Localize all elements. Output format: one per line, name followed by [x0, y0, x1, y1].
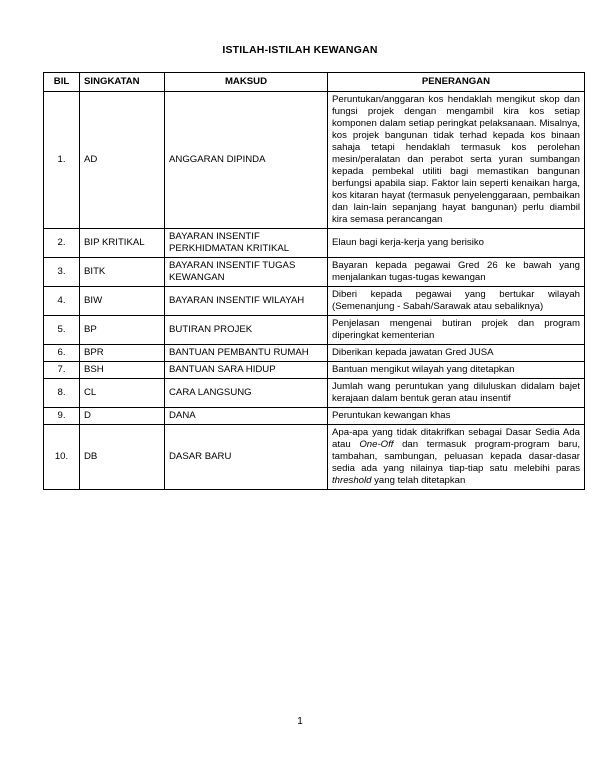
row-maksud: DANA — [165, 408, 328, 425]
row-penerangan — [328, 425, 585, 490]
row-maksud: BANTUAN PEMBANTU RUMAH — [165, 345, 328, 362]
table-row — [44, 345, 585, 362]
row-singkatan: BPR — [80, 345, 165, 362]
text-segment: Jumlah wang peruntukan yang diluluskan didalam bajet kerajaan dalam bentuk geran atau insentif — [332, 381, 580, 404]
row-penerangan — [328, 379, 585, 408]
row-maksud: ANGGARAN DIPINDA — [165, 92, 328, 229]
row-bil: 6. — [44, 345, 80, 362]
text-segment: dan termasuk program-program baru, tambahan, sambungan, peluasan kepada dasar-dasar sedia ada yang nilainya tiap-tiap satu melebihi paras — [332, 439, 580, 474]
row-bil: 9. — [44, 408, 80, 425]
header-singkatan: SINGKATAN — [80, 73, 165, 92]
row-penerangan — [328, 362, 585, 379]
row-bil: 2. — [44, 229, 80, 258]
text-segment: Apa-apa yang tidak ditakrifkan sebagai Dasar Sedia Ada atau — [332, 427, 580, 450]
text-segment: Diberi kepada pegawai yang bertukar wilayah (Semenanjung - Sabah/Sarawak atau sebaliknya) — [332, 289, 580, 312]
italic-term: threshold — [332, 475, 372, 486]
header-bil: BIL — [44, 73, 80, 92]
row-maksud: DASAR BARU — [165, 425, 328, 490]
header-row — [44, 73, 585, 92]
row-penerangan — [328, 316, 585, 345]
row-penerangan — [328, 229, 585, 258]
glossary-table — [43, 72, 585, 490]
table-row — [44, 258, 585, 287]
row-singkatan: BITK — [80, 258, 165, 287]
table-row — [44, 316, 585, 345]
row-singkatan: D — [80, 408, 165, 425]
table-row — [44, 379, 585, 408]
row-singkatan: AD — [80, 92, 165, 229]
row-bil: 8. — [44, 379, 80, 408]
text-segment: Peruntukan kewangan khas — [332, 410, 451, 421]
text-segment: Elaun bagi kerja-kerja yang berisiko — [332, 237, 484, 248]
document-title: ISTILAH-ISTILAH KEWANGAN — [222, 44, 378, 56]
row-penerangan — [328, 408, 585, 425]
text-segment: Penjelasan mengenai butiran projek dan program diperingkat kementerian — [332, 318, 580, 341]
row-maksud: CARA LANGSUNG — [165, 379, 328, 408]
row-singkatan: BP — [80, 316, 165, 345]
page-number: 1 — [297, 716, 303, 727]
row-bil: 5. — [44, 316, 80, 345]
table-row — [44, 229, 585, 258]
table-row — [44, 287, 585, 316]
row-bil: 3. — [44, 258, 80, 287]
table-row — [44, 92, 585, 229]
row-maksud: BANTUAN SARA HIDUP — [165, 362, 328, 379]
row-singkatan: BIP KRITIKAL — [80, 229, 165, 258]
text-segment: Diberikan kepada jawatan Gred JUSA — [332, 347, 494, 358]
table-row — [44, 425, 585, 490]
text-segment: yang telah ditetapkan — [371, 475, 466, 486]
row-singkatan: BIW — [80, 287, 165, 316]
row-maksud: BUTIRAN PROJEK — [165, 316, 328, 345]
row-penerangan — [328, 258, 585, 287]
table-row — [44, 408, 585, 425]
row-singkatan: CL — [80, 379, 165, 408]
row-maksud: BAYARAN INSENTIF TUGAS KEWANGAN — [165, 258, 328, 287]
row-bil: 10. — [44, 425, 80, 490]
row-penerangan — [328, 287, 585, 316]
header-penerangan: PENERANGAN — [328, 73, 585, 92]
italic-term: One-Off — [359, 439, 394, 450]
row-bil: 1. — [44, 92, 80, 229]
row-bil: 7. — [44, 362, 80, 379]
text-segment: Peruntukan/anggaran kos hendaklah mengikut skop dan fungsi projek dengan mengambil kira kos setiap komponen dalam setiap peringkat pelaksanaan. Misalnya, kos projek bangunan tidak terhad kepada kos binaan sahaja tetapi hendaklah termasuk kos perolehan mesin/peralatan dan perabot serta yuran sumbangan kepada pembekal utiliti bagi memastikan bangunan berfungsi apabila siap. Faktor lain seperti kenaikan harga, kos kitaran hayat (termasuk penyelenggaraan, pembaikan dan lain-lain sepanjang hayat bangunan) perlu diambil kira semasa perancangan — [332, 94, 580, 225]
row-singkatan: DB — [80, 425, 165, 490]
header-maksud: MAKSUD — [165, 73, 328, 92]
text-segment: Bayaran kepada pegawai Gred 26 ke bawah yang menjalankan tugas-tugas kewangan — [332, 260, 580, 283]
table-row — [44, 362, 585, 379]
table-body — [44, 92, 585, 490]
row-maksud: BAYARAN INSENTIF WILAYAH — [165, 287, 328, 316]
text-segment: Bantuan mengikut wilayah yang ditetapkan — [332, 364, 515, 375]
row-penerangan — [328, 92, 585, 229]
row-singkatan: BSH — [80, 362, 165, 379]
row-maksud: BAYARAN INSENTIF PERKHIDMATAN KRITIKAL — [165, 229, 328, 258]
row-penerangan — [328, 345, 585, 362]
row-bil: 4. — [44, 287, 80, 316]
